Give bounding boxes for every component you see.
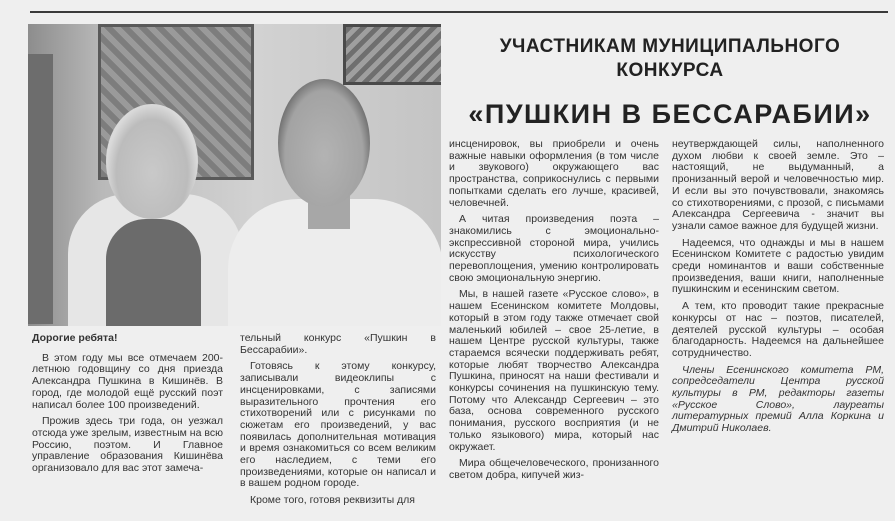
paragraph: Кроме того, готовя реквизиты для [250,494,415,507]
paragraph: Надеемся, что однажды и мы в нашем Есенинском Комитете с радостью увидим среди номинантов и ваши собственные произведения, ваши книги, наполненные пушкинским и есенинским светом. [672,236,884,296]
headline-line-1: УЧАСТНИКАМ МУНИЦИПАЛЬНОГО [499,36,841,57]
paragraph: Прожив здесь три года, он уезжал отсюда уже зрелым, известным на всю Россию, поэтом. И Главное управление образования Кишинёва организовало для вас этот замеча- [32,415,223,475]
paragraph: Мы, в нашей газете «Русское слово», в нашем Есенинском комитете Молдовы, который в этом году также отмечает свой маленький юбилей – свое 25-летие, в нашем Центре русской культуры, также стараемся всячески поддерживать ребят, которые любят творчество Александра Пушкина, приносят на наши фестивали и конкурсы сочинения на пушкинскую тему. Потому что Александр Сергеевич – это база, основа современного русского понимания, русского восприятия (и не только языкового) мира, который нас окружает. [449,288,659,453]
signature: Члены Есенинского комитета РМ, сопредседатели Центра русской культуры в РМ, редакторы газеты «Русское Слово», лауреаты литературных премий Алла Коркина и Дмитрий Николаев. [672,363,884,435]
paragraph: Готовясь к этому конкурсу, записывали видеоклипы с инсценировками, с записями выразительного прочтения его стихотворений или с рисунками по сюжетам его произведений, у вас появилась дополнительная мотивация и время ознакомиться со всем великим его наследием, с теми его произведениями, которые он написал и в вашем родном городе. [240,360,436,490]
paragraph: Мира общечеловеческого, пронизанного светом добра, кипучей жиз- [449,457,659,481]
text-column-4 [672,139,884,440]
article-photo [28,24,441,326]
woman-portrait [106,104,198,219]
paragraph: В этом году мы все отмечаем 200-летнюю годовщину со дня приезда Александра Пушкина в Кишинёв. В город, где молодой ещё русский поэт написал более 100 произведений. [32,351,223,411]
wall-painting-small [343,24,441,85]
text-column-1 [32,333,223,480]
headline-contest-title: «ПУШКИН В БЕССАРАБИИ» [468,99,872,129]
headline-line-2: КОНКУРСА [616,60,724,81]
text-column-3 [449,139,659,487]
man-portrait [278,79,370,207]
top-rule-divider [30,11,888,13]
paragraph: инсценировок, вы приобрели и очень важные навыки оформления (в том числе и звукового) окружающего вас пространства, соприкоснулись с первыми попытками сделать его лучше, красивей, человечней. [449,138,659,209]
paragraph: тельный конкурс «Пушкин в Бессарабии». [240,332,436,356]
text-column-2 [240,333,436,512]
paragraph: А читая произведения поэта – знакомились с эмоционально-экспрессивной стороной мира, учились искусству психологического перевоплощения, умению контролировать свою эмоциональную энергию. [449,213,659,284]
paragraph: А тем, кто проводит такие прекрасные конкурсы от нас – поэтов, писателей, деятелей русской культуры – особая благодарность. Надеемся на дальнейшее сотрудничество. [672,300,884,359]
article-headline [452,35,888,131]
paragraph: неутверждающей силы, наполненного духом любви к своей земле. Это – настоящий, не выдуманный, а пронизанный верой и человечностью мир. И если вы это почувствовали, знакомясь со стихотворениями, с прозой, с письмами Александра Сергеевича - значит вы узнали самое важное для будущей жизни. [672,138,884,232]
greeting: Дорогие ребята! [32,332,118,344]
